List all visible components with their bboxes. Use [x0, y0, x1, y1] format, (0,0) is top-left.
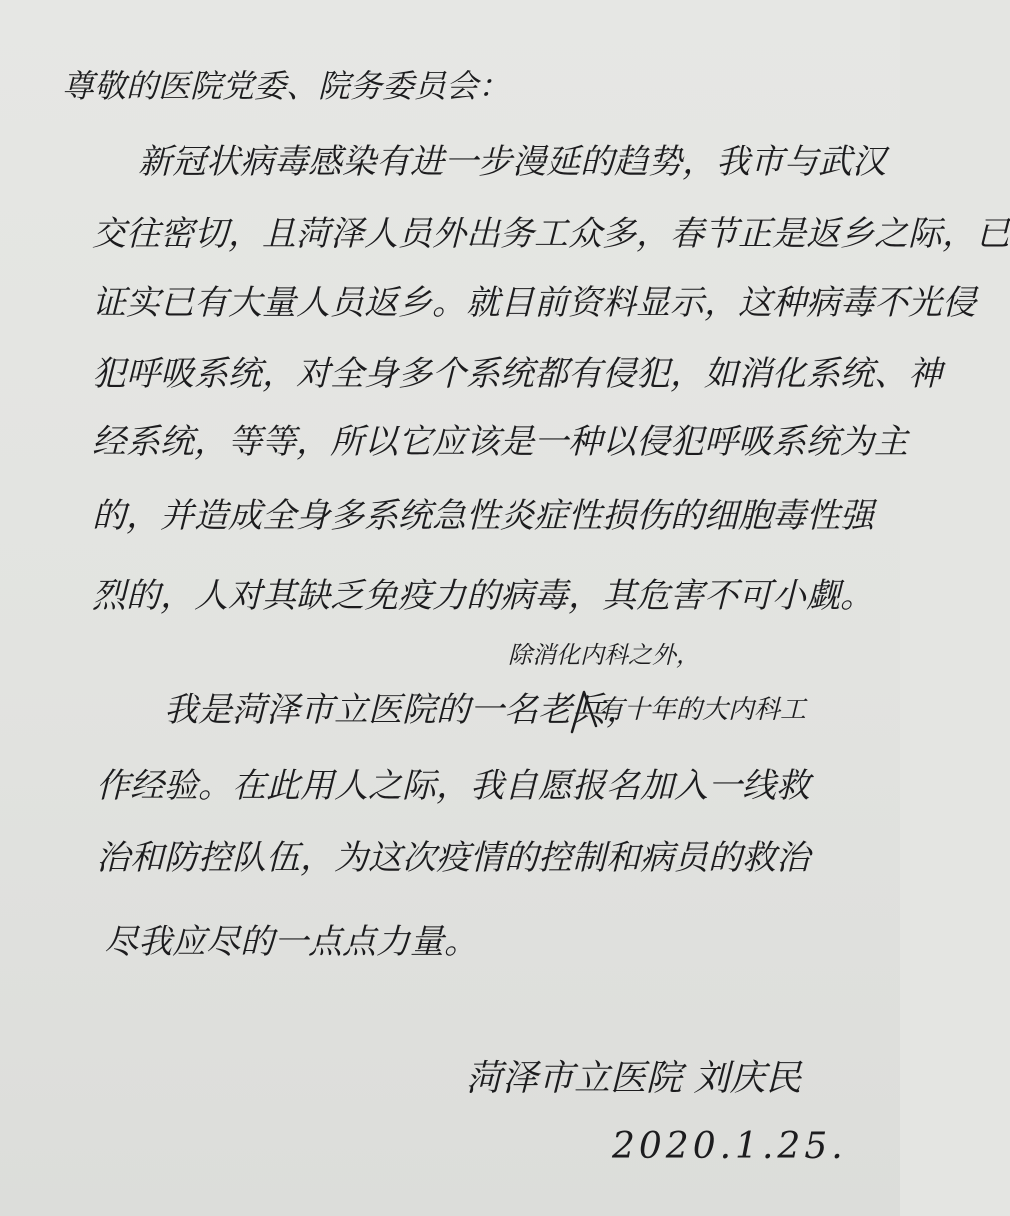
paragraph1-line: 证实已有大量人员返乡。就目前资料显示，这种病毒不光侵: [92, 283, 976, 323]
salutation: 尊敬的医院党委、院务委员会：: [62, 67, 511, 105]
paragraph2-line-tail: 有十年的大内科工: [598, 695, 807, 725]
insertion-note: 除消化内科之外，: [508, 641, 700, 669]
paragraph1-line: 的，并造成全身多系统急性炎症性损伤的细胞毒性强: [92, 496, 874, 536]
paragraph1-line: 烈的，人对其缺乏免疫力的病毒，其危害不可小觑。: [92, 576, 874, 616]
signature: 菏泽市立医院 刘庆民: [466, 1058, 802, 1099]
paragraph1-line: 经系统，等等，所以它应该是一种以侵犯呼吸系统为主: [92, 422, 908, 462]
paragraph2-line: 我是菏泽市立医院的一名老兵，: [164, 690, 640, 730]
paragraph2-line: 尽我应尽的一点点力量。: [104, 922, 478, 962]
paragraph2-line: 作经验。在此用人之际，我自愿报名加入一线救: [96, 766, 810, 806]
paragraph2-line: 治和防控队伍，为这次疫情的控制和病员的救治: [96, 838, 810, 878]
paragraph1-line: 交往密切，且菏泽人员外出务工众多，春节正是返乡之际，已: [92, 214, 1010, 254]
paragraph1-line: 新冠状病毒感染有进一步漫延的趋势，我市与武汉: [138, 142, 886, 182]
paragraph1-line: 犯呼吸系统，对全身多个系统都有侵犯，如消化系统、神: [92, 354, 942, 394]
letter-date: 2020.1.25.: [612, 1126, 847, 1167]
